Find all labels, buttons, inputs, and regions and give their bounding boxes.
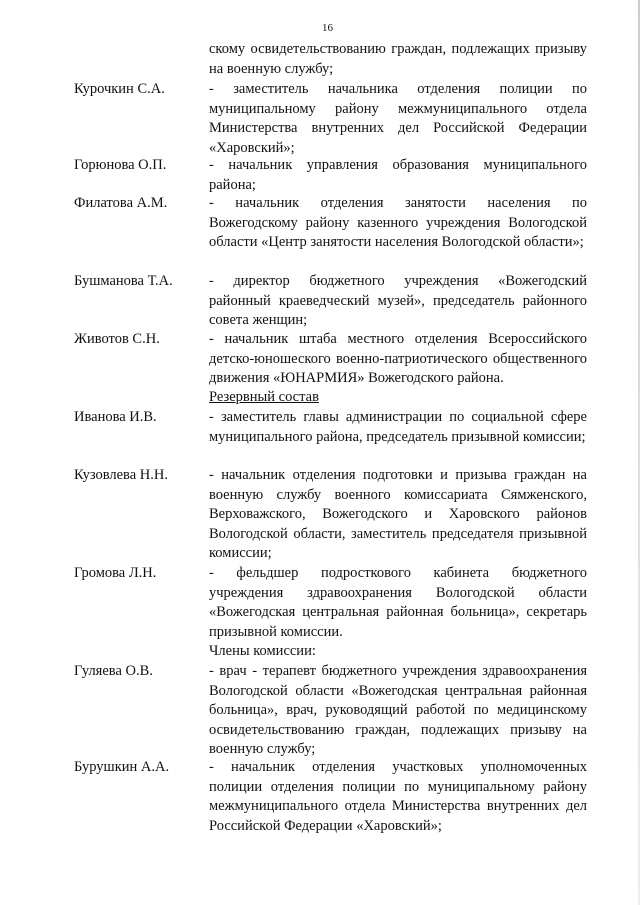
member-role: - начальник штаба местного отделения Всероссийского детско-юношеского военно-патриотического общественного движения «ЮНАРМИЯ» Вожегодского района.	[209, 331, 587, 386]
member-name: Иванова И.В.	[74, 409, 157, 425]
intro-text: скому освидетельствованию граждан, подлежащих призыву на военную службу;	[209, 41, 587, 77]
member-role: - директор бюджетного учреждения «Вожегодский районный краеведческий музей», председатель районного совета женщин;	[209, 273, 587, 328]
member-role: - врач - терапевт бюджетного учреждения здравоохранения Вологодской области «Вожегодская центральная районная больница», врач, руководящий работой по медицинскому освидетельствованию граждан, подлежащих призыву на военную службу;	[209, 663, 587, 757]
page-number: 16	[322, 22, 333, 34]
member-name: Курочкин С.А.	[74, 81, 165, 97]
member-role: - начальник управления образования муниципального района;	[209, 157, 587, 193]
members-heading: Члены комиссии:	[209, 643, 316, 659]
member-name: Филатова А.М.	[74, 195, 168, 211]
member-role: - заместитель главы администрации по социальной сфере муниципального района, председатель призывной комиссии;	[209, 409, 587, 445]
member-name: Кузовлева Н.Н.	[74, 467, 168, 483]
member-name: Громова Л.Н.	[74, 565, 157, 581]
member-name: Бушманова Т.А.	[74, 273, 173, 289]
member-role: - начальник отделения занятости населения по Вожегодскому району казенного учреждения Вологодской области «Центр занятости населения Вологодской области»;	[209, 195, 587, 250]
member-role: - начальник отделения подготовки и призыва граждан на военную службу военного комиссариата Сямженского, Верховажского, Вожегодского и Харовского районов Вологодской области, заместитель председателя призывной комиссии;	[209, 467, 587, 561]
reserve-heading: Резервный состав	[209, 389, 319, 405]
member-role: - начальник отделения участковых уполномоченных полиции отделения полиции по муниципальному району межмуниципального отдела Министерства внутренних дел Российской Федерации «Харовский»;	[209, 759, 587, 834]
member-role: - заместитель начальника отделения полиции по муниципальному району межмуниципального отдела Министерства внутренних дел Российской Федерации «Харовский»;	[209, 81, 587, 156]
member-name: Животов С.Н.	[74, 331, 160, 347]
member-name: Горюнова О.П.	[74, 157, 167, 173]
member-name: Бурушкин А.А.	[74, 759, 170, 775]
member-role: - фельдшер подросткового кабинета бюджетного учреждения здравоохранения Вологодской области «Вожегодская центральная районная больница», секретарь призывной комиссии.	[209, 565, 587, 640]
member-name: Гуляева О.В.	[74, 663, 153, 679]
